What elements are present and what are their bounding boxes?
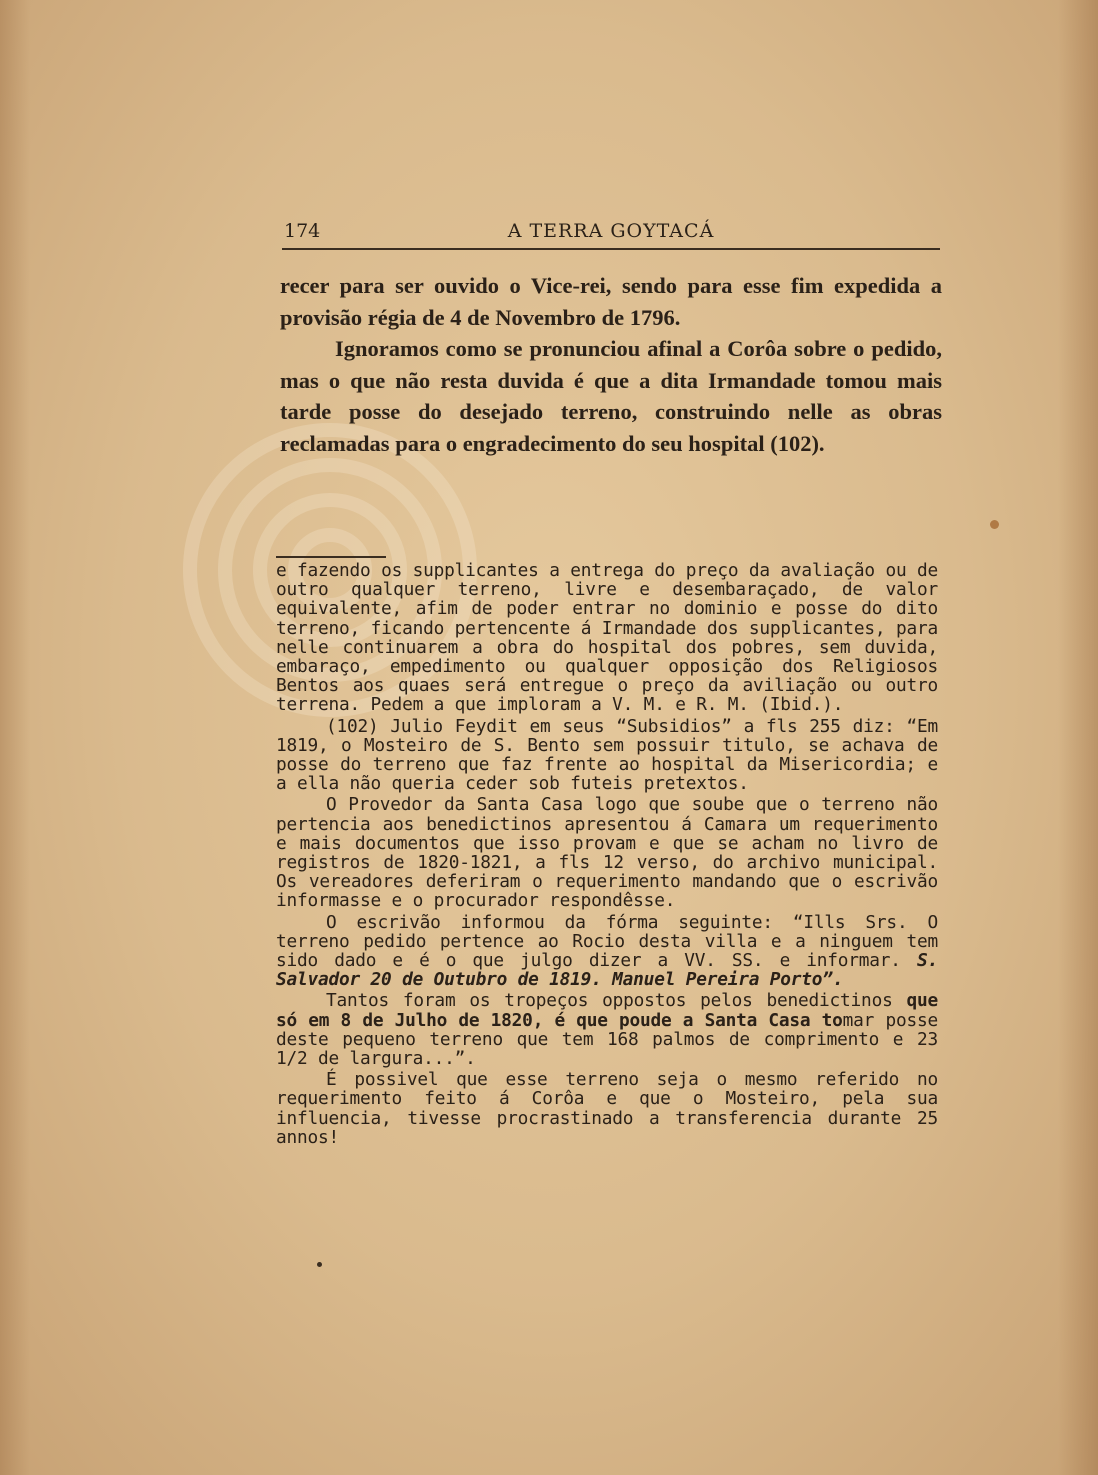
page-number: 174 <box>284 220 321 242</box>
escrivao-signature: S. Salvador 20 de Outubro de 1819. Manuel Pereira Porto”. <box>276 950 938 991</box>
paper-stain <box>990 520 999 529</box>
tropecos-text-start: Tantos foram os tropeços oppostos pelos benedictinos <box>326 990 907 1012</box>
body-paragraph-2: Ignoramos como se pronunciou afinal a Corôa sobre o pedido, mas o que não resta duvida é que a dita Irmandade tomou mais tarde posse do desejado terreno, construindo nelle as obras reclamadas para o engradecimento do seu hospital (102). <box>280 336 942 456</box>
tropecos-text-end: mar posse deste pequeno terreno que tem 168 palmos de comprimento e 23 1/2 de largura...”. <box>276 1009 938 1070</box>
body-paragraph-1: recer para ser ouvido o Vice-rei, sendo para esse fim expedida a provisão régia de 4 de Novembro de 1796. <box>280 273 942 330</box>
footnote-conclusion-paragraph: É possivel que esse terreno seja o mesmo referido no requerimento feito á Corôa e que o Mosteiro, pela sua influencia, tivesse procrastinado a transferencia durante 25 annos! <box>276 1069 938 1148</box>
footnote-continuation: e fazendo os supplicantes a entrega do preço da avaliação ou de outro qualquer terreno, livre e desembaraçado, de valor equivalente, afim de poder entrar no dominio e posse do dito terreno, ficando pertencente á Irmandade dos supplicantes, para nelle continuarem a obra do hospital dos pobres, sem duvida, embaraço, empedimento ou qualquer opposição dos Religiosos Bentos aos quaes será entregue o preço da aviliação ou outro terrena. Pedem a que imploram a V. M. e R. M. (Ibid.). <box>276 560 938 716</box>
footnote-tropecos-paragraph <box>276 991 938 1068</box>
tropecos-text-bold: que só em 8 de Julho de 1820, é que poude a Santa Casa to <box>276 990 938 1031</box>
page-edge-shadow-right <box>1058 0 1098 1475</box>
running-head <box>282 218 940 250</box>
footnote-102: (102) Julio Feydit em seus “Subsidios” a fls 255 diz: “Em 1819, o Mosteiro de S. Bento sem possuir titulo, se achava de posse do terreno que faz frente ao hospital da Misericordia; e a ella não queria ceder sob futeis pretextos. <box>276 715 938 795</box>
footnote-provedor-paragraph: O Provedor da Santa Casa logo que soube que o terreno não pertencia aos benedictinos apresentou á Camara um requerimento e mais documentos que isso provam e que se acham no livro de registros de 1820-1821, a fls 12 verso, do archivo municipal. Os vereadores deferiram o requerimento mandando que o escrivão informasse e o procurador respondêsse. <box>276 794 938 912</box>
ink-speck <box>317 1262 322 1267</box>
footnote-separator <box>276 556 386 558</box>
escrivao-quote: O escrivão informou da fórma seguinte: “Ills Srs. O terreno pedido pertence ao Rocio desta villa e a ninguem tem sido dado e é o que julgo dizer a VV. SS. e informar. <box>276 911 938 972</box>
main-text <box>280 270 942 459</box>
footnotes <box>276 561 938 1149</box>
page-edge-shadow-left <box>0 0 30 1475</box>
footnote-escrivao-paragraph <box>276 913 938 990</box>
journal-title: A TERRA GOYTACÁ <box>507 220 715 242</box>
